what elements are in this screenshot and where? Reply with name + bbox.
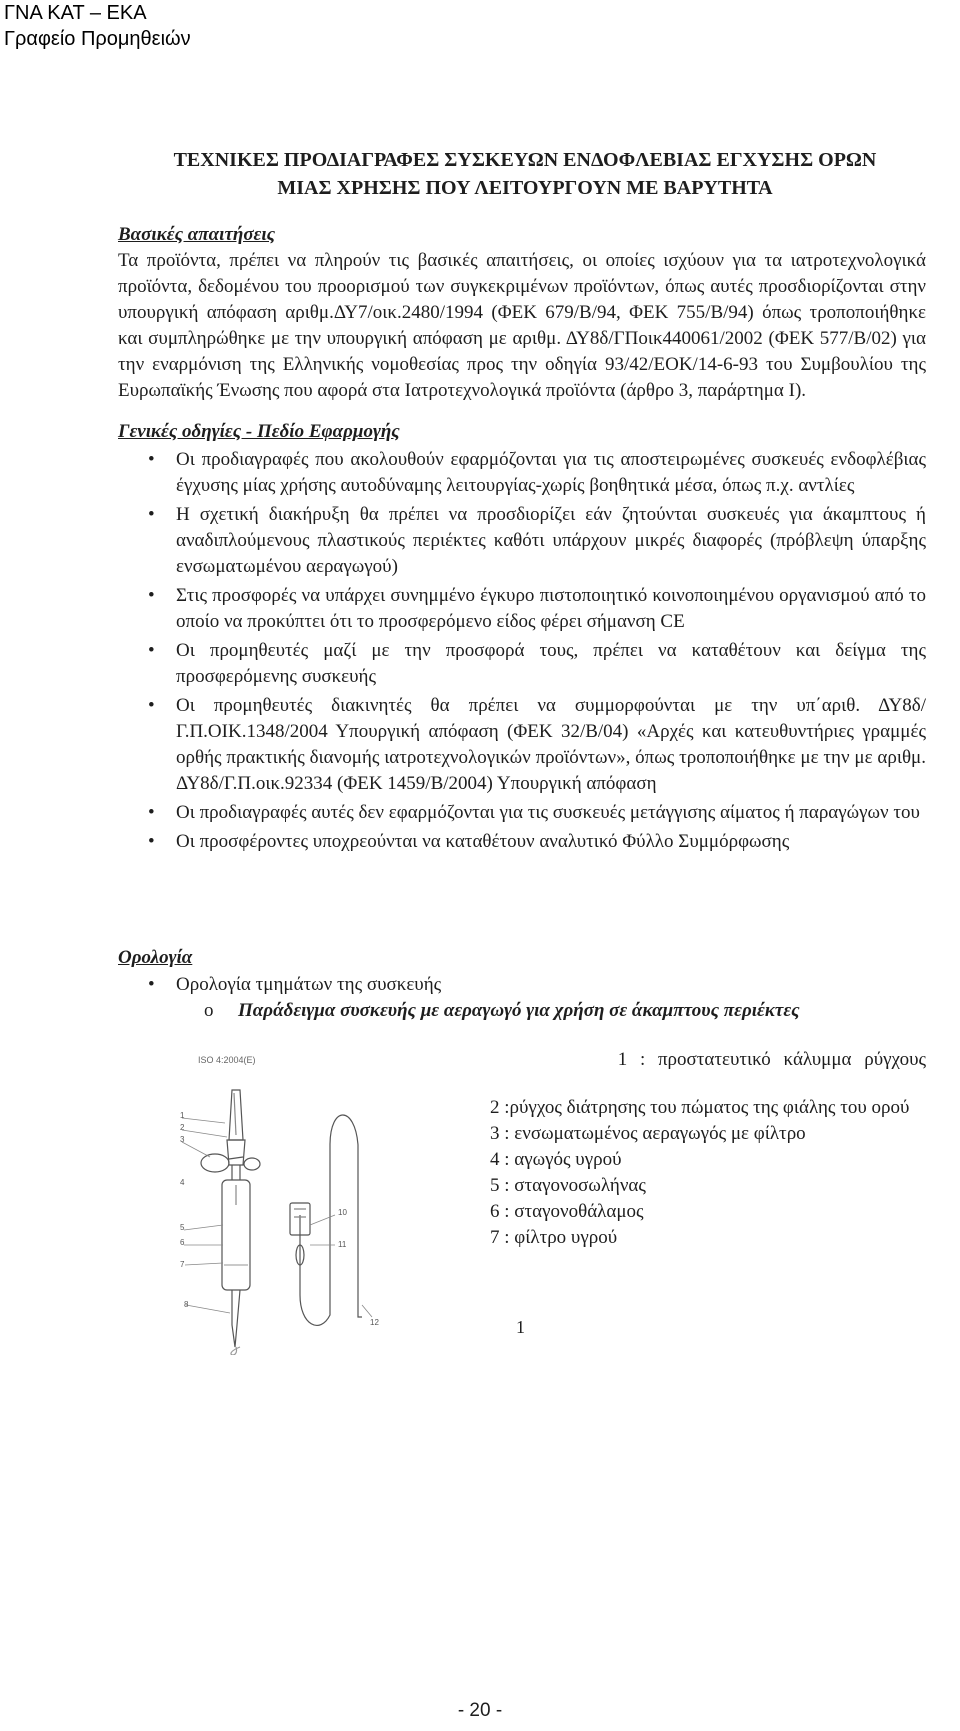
document-title: [120, 146, 930, 202]
sub-item-text: Παράδειγμα συσκευής με αεραγωγό για χρήση σε άκαμπτους περιέκτες: [238, 1000, 800, 1021]
infusion-set-illustration: [182, 1090, 372, 1355]
legend-item: 4 : αγωγός υγρού: [490, 1149, 622, 1170]
list-item: • Οι προδιαγραφές αυτές δεν εφαρμόζονται για τις συσκευές μετάγγισης αίματος ή παραγώγων του: [118, 800, 926, 826]
title-line-1: ΤΕΧΝΙΚΕΣ ΠΡΟΔΙΑΓΡΑΦΕΣ ΣΥΣΚΕΥΩΝ ΕΝΔΟΦΛΕΒΙΑΣ ΕΓΧΥΣΗΣ ΟΡΩΝ: [173, 149, 877, 171]
figure-label: 12: [370, 1318, 379, 1327]
list-item: • Οι προδιαγραφές που ακολουθούν εφαρμόζονται για τις αποστειρωμένες συσκευές ενδοφλέβιας έγχυσης μίας χρήσης αυτοδύναμης λειτουργίας-χωρίς βοηθητικά μέσα, όπως π.χ. αντλίες: [118, 447, 926, 499]
infusion-set-drawing: [180, 1085, 390, 1355]
figure-standard-code: ISO 4:2004(E): [198, 1055, 256, 1065]
list-item: • Στις προσφορές να υπάρχει συνημμένο έγκυρο πιστοποιητικό κοινοποιημένου οργανισμού από το οποίο να προκύπτει ότι το προσφερόμενο είδος φέρει σήμανση CE: [118, 583, 926, 635]
list-item: • Οι προσφέροντες υποχρεούνται να καταθέτουν αναλυτικό Φύλλο Συμμόρφωσης: [118, 829, 926, 855]
figure-label: 6: [180, 1238, 185, 1247]
section-heading-basic: Βασικές απαιτήσεις: [118, 224, 276, 245]
legend-item: 7 : φίλτρο υγρού: [490, 1227, 618, 1248]
figure-label: 8: [184, 1300, 189, 1309]
figure-label: 4: [180, 1178, 185, 1187]
figure-label: 11: [338, 1240, 347, 1249]
figure-label: 2: [180, 1123, 185, 1132]
list-item: • Η σχετική διακήρυξη θα πρέπει να προσδιορίζει εάν ζητούνται συσκευές για άκαμπτους ή αναδιπλούμενους πλαστικούς περιέκτες καθότι υπάρχουν μικρές διαφορές (πρόβλεψη ύπαρξης ενσωματωμένου αεραγωγού): [118, 502, 926, 580]
legend-item: 5 : σταγονοσωλήνας: [490, 1175, 646, 1196]
figure-label: 5: [180, 1223, 185, 1232]
figure-label: 7: [180, 1260, 185, 1269]
list-item: • Οι προμηθευτές μαζί με την προσφορά τους, πρέπει να καταθέτουν και δείγμα της προσφερόμενης συσκευής: [118, 638, 926, 690]
header-organization: ΓΝΑ ΚΑΤ – ΕΚΑ: [4, 2, 147, 24]
page-footer-number: - 20 -: [457, 1700, 503, 1721]
inner-page-number: 1: [516, 1317, 525, 1337]
legend-first-item: 1 : προστατευτικό κάλυμμα ρύγχους: [617, 1049, 926, 1070]
legend-item: 2 :ρύγχος διάτρησης του πώματος της φιάλης του ορού: [490, 1097, 910, 1118]
figure-label: 3: [180, 1135, 185, 1144]
terminology-list: [118, 972, 926, 1001]
list-item: • Οι προμηθευτές διακινητές θα πρέπει να συμμορφούνται με την υπ΄αριθ. ΔΥ8δ/Γ.Π.ΟΙΚ.1348/2004 Υπουργική απόφαση (ΦΕΚ 32/Β/04) «Αρχές και κατευθυντήριες γραμμές ορθής πρακτικής διανομής ιατροτεχνολογικών προϊόντων», όπως τροποποιήθηκε με την με αριθμ. ΔΥ8δ/Γ.Π.οικ.92334 (ΦΕΚ 1459/Β/2004) Υπουργική απόφαση: [118, 693, 926, 797]
legend-item: 6 : σταγονοθάλαμος: [490, 1201, 644, 1222]
general-guidelines-list: [118, 447, 926, 858]
section-heading-terminology: Ορολογία: [118, 947, 193, 968]
figure-legend: [490, 1095, 926, 1251]
document-header: [4, 0, 191, 52]
basic-requirements-paragraph: Τα προϊόντα, πρέπει να πληρούν τις βασικές απαιτήσεις, οι οποίες ισχύουν για τα ιατροτεχνολογικά προϊόντα, δεδομένου του προορισμού των συγκεκριμένων προϊόντων, όπως αυτές προσδιορίζονται στην υπουργική απόφαση αριθμ.ΔΥ7/οικ.2480/1994 (ΦΕΚ 679/Β/94, ΦΕΚ 755/Β/94) όπως τροποποιήθηκε και συμπληρώθηκε με την υπουργική απόφαση με αριθμ. ΔΥ8δ/ΓΠοικ440061/2002 (ΦΕΚ 577/Β/02) για την εναρμόνιση της Ελληνικής νομοθεσίας προς την οδηγία 93/42/ΕΟΚ/14-6-93 του Συμβουλίου της Ευρωπαϊκής Ένωσης που αφορά στα Ιατροτεχνολογικά προϊόντα (άρθρο 3, παράρτημα Ι).: [118, 250, 926, 401]
figure-label: 1: [180, 1111, 185, 1120]
figure-label: 10: [338, 1208, 347, 1217]
section-heading-general: Γενικές οδηγίες - Πεδίο Εφαρμογής: [118, 421, 400, 442]
legend-item: 3 : ενσωματωμένος αεραγωγός με φίλτρο: [490, 1123, 806, 1144]
title-line-2: ΜΙΑΣ ΧΡΗΣΗΣ ΠΟΥ ΛΕΙΤΟΥΡΓΟΥΝ ΜΕ ΒΑΡΥΤΗΤΑ: [277, 177, 773, 199]
sub-bullet-marker: o: [204, 1000, 214, 1021]
list-item: • Ορολογία τμημάτων της συσκευής: [118, 972, 926, 998]
header-department: Γραφείο Προμηθειών: [4, 28, 191, 50]
